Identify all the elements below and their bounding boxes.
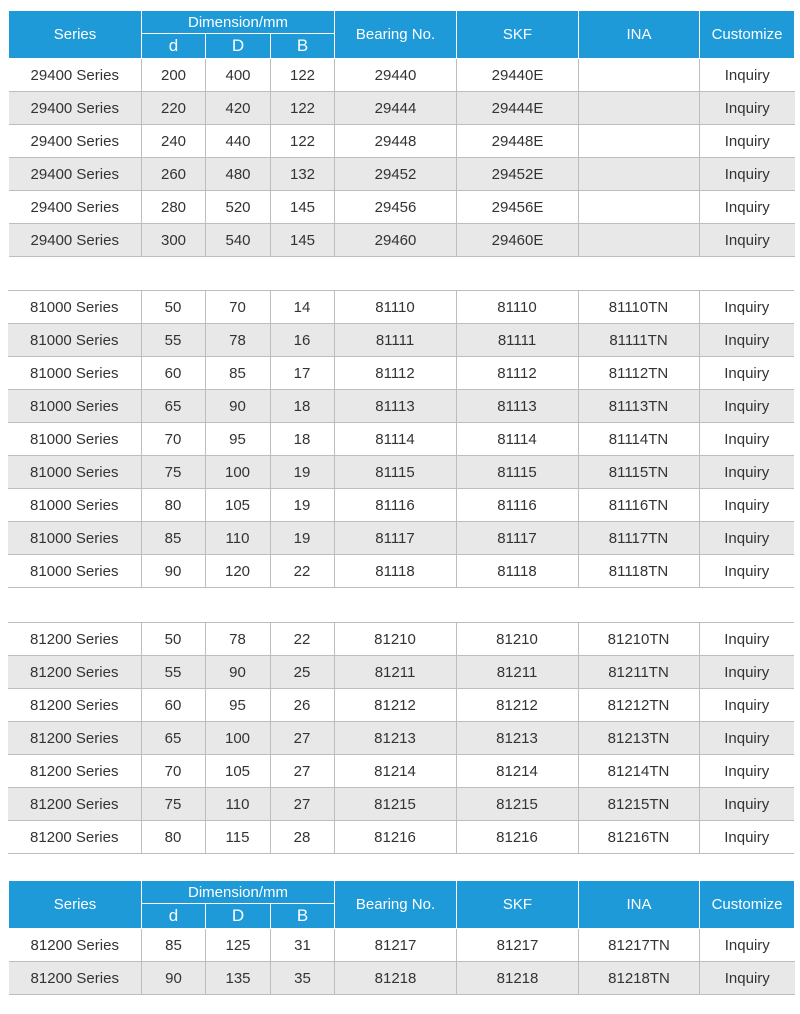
cell-skf: 81115 <box>456 456 578 489</box>
table-row <box>8 357 794 390</box>
bearing-table-29400 <box>8 10 795 257</box>
cell-series: 81200 Series <box>8 656 141 689</box>
cell-d-outer: 540 <box>206 224 271 257</box>
cell-series: 81200 Series <box>9 929 142 962</box>
cell-d-inner: 70 <box>141 755 205 788</box>
cell-ina: 81216TN <box>578 821 699 854</box>
cell-bearing-no: 81113 <box>334 390 456 423</box>
cell-ina <box>579 92 700 125</box>
table-row <box>8 456 794 489</box>
cell-skf: 29448E <box>457 125 579 158</box>
cell-series: 81200 Series <box>8 722 141 755</box>
table-row <box>8 689 794 722</box>
cell-bearing-no: 29440 <box>335 59 457 92</box>
cell-d-outer: 78 <box>205 623 270 656</box>
cell-bearing-no: 81218 <box>335 962 457 995</box>
inquiry-link[interactable]: Inquiry <box>699 390 794 423</box>
cell-d-outer: 100 <box>205 456 270 489</box>
cell-series: 29400 Series <box>9 158 142 191</box>
cell-skf: 81110 <box>456 291 578 324</box>
col-header-skf: SKF <box>457 881 579 929</box>
table-row <box>9 929 795 962</box>
cell-d-inner: 65 <box>141 722 205 755</box>
inquiry-link[interactable]: Inquiry <box>699 722 794 755</box>
cell-skf: 29456E <box>457 191 579 224</box>
cell-series: 81000 Series <box>8 291 141 324</box>
cell-ina <box>579 125 700 158</box>
cell-bearing-no: 29444 <box>335 92 457 125</box>
cell-d-outer: 420 <box>206 92 271 125</box>
cell-ina: 81117TN <box>578 522 699 555</box>
cell-bearing-no: 81112 <box>334 357 456 390</box>
cell-b-width: 19 <box>270 489 334 522</box>
cell-d-outer: 125 <box>206 929 271 962</box>
inquiry-link[interactable]: Inquiry <box>699 821 794 854</box>
cell-d-inner: 70 <box>141 423 205 456</box>
cell-skf: 81217 <box>457 929 579 962</box>
col-header-d-outer: D <box>206 904 271 929</box>
cell-d-inner: 85 <box>142 929 206 962</box>
inquiry-link[interactable]: Inquiry <box>699 689 794 722</box>
cell-skf: 29452E <box>457 158 579 191</box>
inquiry-link[interactable]: Inquiry <box>700 59 795 92</box>
cell-b-width: 27 <box>270 755 334 788</box>
cell-d-outer: 120 <box>205 555 270 588</box>
table-row <box>8 291 794 324</box>
col-header-d-outer: D <box>206 34 271 59</box>
table-row <box>8 722 794 755</box>
cell-b-width: 14 <box>270 291 334 324</box>
cell-ina: 81214TN <box>578 755 699 788</box>
cell-bearing-no: 29460 <box>335 224 457 257</box>
cell-ina: 81211TN <box>578 656 699 689</box>
cell-ina: 81114TN <box>578 423 699 456</box>
table-row <box>9 59 795 92</box>
cell-ina: 81112TN <box>578 357 699 390</box>
cell-skf: 81114 <box>456 423 578 456</box>
cell-skf: 81118 <box>456 555 578 588</box>
cell-d-inner: 55 <box>141 324 205 357</box>
table-row <box>9 962 795 995</box>
cell-bearing-no: 81110 <box>334 291 456 324</box>
cell-skf: 81111 <box>456 324 578 357</box>
cell-series: 29400 Series <box>9 191 142 224</box>
cell-d-outer: 110 <box>205 522 270 555</box>
table-header <box>9 881 795 929</box>
inquiry-link[interactable]: Inquiry <box>700 125 795 158</box>
cell-bearing-no: 29452 <box>335 158 457 191</box>
inquiry-link[interactable]: Inquiry <box>699 656 794 689</box>
cell-d-outer: 95 <box>205 423 270 456</box>
cell-d-outer: 110 <box>205 788 270 821</box>
inquiry-link[interactable]: Inquiry <box>700 929 795 962</box>
cell-skf: 81113 <box>456 390 578 423</box>
table-row <box>8 623 794 656</box>
cell-d-inner: 200 <box>142 59 206 92</box>
cell-series: 81000 Series <box>8 456 141 489</box>
cell-ina: 81218TN <box>579 962 700 995</box>
cell-ina <box>579 224 700 257</box>
cell-b-width: 17 <box>270 357 334 390</box>
cell-d-outer: 520 <box>206 191 271 224</box>
cell-b-width: 25 <box>270 656 334 689</box>
inquiry-link[interactable]: Inquiry <box>699 522 794 555</box>
cell-bearing-no: 81114 <box>334 423 456 456</box>
cell-series: 81000 Series <box>8 390 141 423</box>
cell-skf: 81213 <box>456 722 578 755</box>
cell-series: 81000 Series <box>8 522 141 555</box>
cell-b-width: 19 <box>270 456 334 489</box>
cell-series: 81000 Series <box>8 357 141 390</box>
cell-bearing-no: 29456 <box>335 191 457 224</box>
cell-d-inner: 60 <box>141 357 205 390</box>
inquiry-link[interactable]: Inquiry <box>699 291 794 324</box>
cell-bearing-no: 81215 <box>334 788 456 821</box>
col-header-dimension: Dimension/mm <box>142 881 335 904</box>
col-header-bearing-no: Bearing No. <box>335 881 457 929</box>
table-row <box>8 489 794 522</box>
cell-d-inner: 60 <box>141 689 205 722</box>
cell-ina <box>579 158 700 191</box>
cell-bearing-no: 81118 <box>334 555 456 588</box>
cell-d-outer: 95 <box>205 689 270 722</box>
cell-series: 81200 Series <box>9 962 142 995</box>
cell-b-width: 35 <box>271 962 335 995</box>
inquiry-link[interactable]: Inquiry <box>700 224 795 257</box>
cell-d-inner: 75 <box>141 456 205 489</box>
cell-skf: 81116 <box>456 489 578 522</box>
inquiry-link[interactable]: Inquiry <box>700 962 795 995</box>
col-header-series: Series <box>9 11 142 59</box>
cell-d-inner: 280 <box>142 191 206 224</box>
table-row <box>9 224 795 257</box>
cell-bearing-no: 81214 <box>334 755 456 788</box>
table-body <box>8 291 794 588</box>
cell-d-outer: 115 <box>205 821 270 854</box>
cell-skf: 81211 <box>456 656 578 689</box>
cell-b-width: 31 <box>271 929 335 962</box>
cell-d-inner: 220 <box>142 92 206 125</box>
table-row <box>9 125 795 158</box>
cell-d-outer: 135 <box>206 962 271 995</box>
cell-d-outer: 90 <box>205 390 270 423</box>
col-header-d-inner: d <box>142 904 206 929</box>
cell-d-outer: 400 <box>206 59 271 92</box>
cell-ina: 81116TN <box>578 489 699 522</box>
cell-skf: 81112 <box>456 357 578 390</box>
cell-ina: 81215TN <box>578 788 699 821</box>
cell-bearing-no: 81210 <box>334 623 456 656</box>
bearing-table-81200-continued <box>8 880 795 995</box>
cell-series: 81200 Series <box>8 788 141 821</box>
cell-bearing-no: 81117 <box>334 522 456 555</box>
cell-d-outer: 100 <box>205 722 270 755</box>
cell-d-outer: 90 <box>205 656 270 689</box>
table-row <box>9 92 795 125</box>
bearing-table-81000 <box>8 290 794 588</box>
cell-series: 81200 Series <box>8 821 141 854</box>
cell-skf: 81210 <box>456 623 578 656</box>
cell-d-inner: 240 <box>142 125 206 158</box>
inquiry-link[interactable]: Inquiry <box>699 788 794 821</box>
cell-series: 81000 Series <box>8 555 141 588</box>
cell-skf: 81218 <box>457 962 579 995</box>
cell-skf: 81117 <box>456 522 578 555</box>
col-header-b-width: B <box>271 34 335 59</box>
table-row <box>8 390 794 423</box>
cell-d-outer: 480 <box>206 158 271 191</box>
cell-bearing-no: 81111 <box>334 324 456 357</box>
cell-bearing-no: 81115 <box>334 456 456 489</box>
inquiry-link[interactable]: Inquiry <box>699 423 794 456</box>
cell-d-inner: 75 <box>141 788 205 821</box>
cell-ina <box>579 59 700 92</box>
cell-ina: 81118TN <box>578 555 699 588</box>
cell-series: 29400 Series <box>9 125 142 158</box>
cell-d-inner: 50 <box>141 623 205 656</box>
inquiry-link[interactable]: Inquiry <box>699 489 794 522</box>
cell-d-inner: 85 <box>141 522 205 555</box>
cell-series: 29400 Series <box>9 92 142 125</box>
cell-bearing-no: 81211 <box>334 656 456 689</box>
inquiry-link[interactable]: Inquiry <box>699 456 794 489</box>
inquiry-link[interactable]: Inquiry <box>699 555 794 588</box>
table-row <box>9 158 795 191</box>
cell-bearing-no: 29448 <box>335 125 457 158</box>
cell-series: 81200 Series <box>8 755 141 788</box>
cell-d-inner: 90 <box>141 555 205 588</box>
table-header <box>9 11 795 59</box>
table-row <box>8 788 794 821</box>
cell-series: 81200 Series <box>8 689 141 722</box>
inquiry-link[interactable]: Inquiry <box>699 755 794 788</box>
cell-series: 81000 Series <box>8 324 141 357</box>
col-header-ina: INA <box>579 881 700 929</box>
col-header-dimension: Dimension/mm <box>142 11 335 34</box>
col-header-d-inner: d <box>142 34 206 59</box>
cell-b-width: 122 <box>271 59 335 92</box>
cell-bearing-no: 81216 <box>334 821 456 854</box>
cell-d-inner: 300 <box>142 224 206 257</box>
cell-ina <box>579 191 700 224</box>
cell-b-width: 145 <box>271 224 335 257</box>
col-header-bearing-no: Bearing No. <box>335 11 457 59</box>
cell-ina: 81113TN <box>578 390 699 423</box>
cell-ina: 81213TN <box>578 722 699 755</box>
table-row <box>8 656 794 689</box>
cell-d-outer: 85 <box>205 357 270 390</box>
cell-skf: 81214 <box>456 755 578 788</box>
cell-d-inner: 80 <box>141 489 205 522</box>
bearing-table-81200 <box>8 622 794 854</box>
table-row <box>8 555 794 588</box>
cell-b-width: 18 <box>270 423 334 456</box>
table-body <box>9 59 795 257</box>
table-row <box>8 755 794 788</box>
cell-skf: 81215 <box>456 788 578 821</box>
cell-skf: 29460E <box>457 224 579 257</box>
cell-b-width: 26 <box>270 689 334 722</box>
col-header-skf: SKF <box>457 11 579 59</box>
table-row <box>8 821 794 854</box>
cell-ina: 81217TN <box>579 929 700 962</box>
cell-b-width: 16 <box>270 324 334 357</box>
inquiry-link[interactable]: Inquiry <box>699 357 794 390</box>
col-header-customize: Customize <box>700 11 795 59</box>
cell-d-inner: 65 <box>141 390 205 423</box>
cell-ina: 81111TN <box>578 324 699 357</box>
cell-b-width: 28 <box>270 821 334 854</box>
cell-series: 29400 Series <box>9 224 142 257</box>
col-header-b-width: B <box>271 904 335 929</box>
cell-d-outer: 78 <box>205 324 270 357</box>
cell-series: 29400 Series <box>9 59 142 92</box>
cell-skf: 29440E <box>457 59 579 92</box>
col-header-series: Series <box>9 881 142 929</box>
cell-b-width: 22 <box>270 623 334 656</box>
cell-bearing-no: 81217 <box>335 929 457 962</box>
table-body <box>9 929 795 995</box>
cell-d-inner: 90 <box>142 962 206 995</box>
cell-d-outer: 70 <box>205 291 270 324</box>
table-row <box>9 191 795 224</box>
inquiry-link[interactable]: Inquiry <box>699 324 794 357</box>
inquiry-link[interactable]: Inquiry <box>700 191 795 224</box>
table-body <box>8 623 794 854</box>
cell-bearing-no: 81212 <box>334 689 456 722</box>
cell-series: 81000 Series <box>8 489 141 522</box>
inquiry-link[interactable]: Inquiry <box>700 92 795 125</box>
table-row <box>8 522 794 555</box>
cell-d-inner: 55 <box>141 656 205 689</box>
col-header-ina: INA <box>579 11 700 59</box>
cell-skf: 81216 <box>456 821 578 854</box>
cell-skf: 81212 <box>456 689 578 722</box>
cell-b-width: 22 <box>270 555 334 588</box>
cell-b-width: 27 <box>270 722 334 755</box>
inquiry-link[interactable]: Inquiry <box>699 623 794 656</box>
table-row <box>8 324 794 357</box>
cell-d-outer: 440 <box>206 125 271 158</box>
cell-b-width: 122 <box>271 125 335 158</box>
cell-series: 81200 Series <box>8 623 141 656</box>
cell-b-width: 27 <box>270 788 334 821</box>
cell-ina: 81110TN <box>578 291 699 324</box>
cell-ina: 81210TN <box>578 623 699 656</box>
table-row <box>8 423 794 456</box>
cell-d-inner: 260 <box>142 158 206 191</box>
cell-b-width: 122 <box>271 92 335 125</box>
cell-d-outer: 105 <box>205 755 270 788</box>
cell-b-width: 132 <box>271 158 335 191</box>
cell-d-inner: 50 <box>141 291 205 324</box>
cell-bearing-no: 81213 <box>334 722 456 755</box>
cell-bearing-no: 81116 <box>334 489 456 522</box>
col-header-customize: Customize <box>700 881 795 929</box>
inquiry-link[interactable]: Inquiry <box>700 158 795 191</box>
cell-skf: 29444E <box>457 92 579 125</box>
cell-ina: 81115TN <box>578 456 699 489</box>
cell-b-width: 19 <box>270 522 334 555</box>
cell-b-width: 145 <box>271 191 335 224</box>
cell-b-width: 18 <box>270 390 334 423</box>
cell-d-inner: 80 <box>141 821 205 854</box>
cell-d-outer: 105 <box>205 489 270 522</box>
cell-ina: 81212TN <box>578 689 699 722</box>
cell-series: 81000 Series <box>8 423 141 456</box>
